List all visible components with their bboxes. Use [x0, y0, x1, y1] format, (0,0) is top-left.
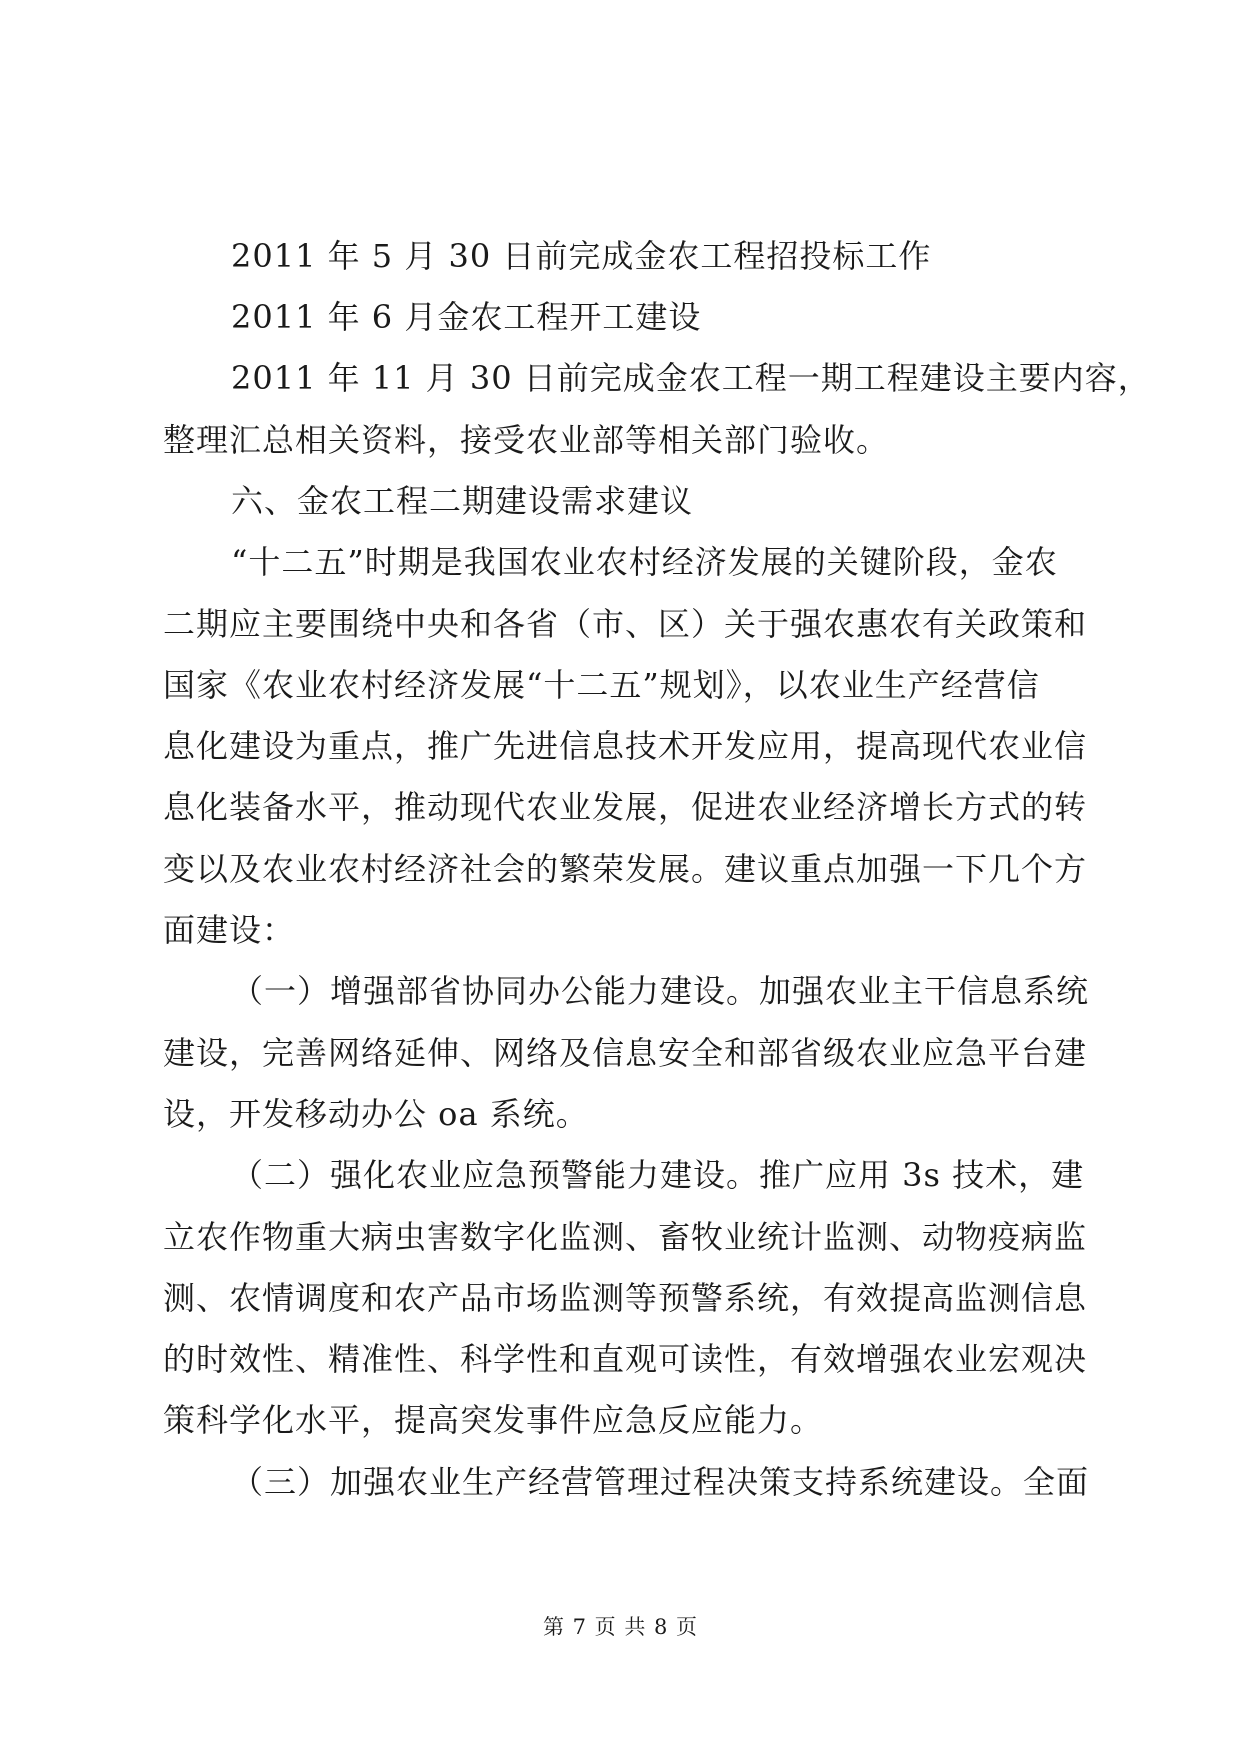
text-line: （一）增强部省协同办公能力建设。加强农业主干信息系统: [231, 972, 1090, 1010]
text-line: 2011 年 5 月 30 日前完成金农工程招投标工作: [231, 237, 932, 275]
text-line: 的时效性、精准性、科学性和直观可读性，有效增强农业宏观决: [163, 1340, 1088, 1378]
text-line: 息化装备水平，推动现代农业发展，促进农业经济增长方式的转: [163, 788, 1088, 826]
text-line: 设，开发移动办公 oa 系统。: [163, 1095, 589, 1133]
text-line: 息化建设为重点，推广先进信息技术开发应用，提高现代农业信: [163, 727, 1088, 765]
text-line: 整理汇总相关资料，接受农业部等相关部门验收。: [163, 421, 890, 459]
text-line: “十二五”时期是我国农业农村经济发展的关键阶段，金农: [231, 543, 1058, 581]
text-line: 国家《农业农村经济发展“十二五”规划》，以农业生产经营信: [163, 666, 1040, 704]
text-line: 变以及农业农村经济社会的繁荣发展。建议重点加强一下几个方: [163, 850, 1088, 888]
text-line: （三）加强农业生产经营管理过程决策支持系统建设。全面: [231, 1463, 1090, 1501]
text-line: 建设，完善网络延伸、网络及信息安全和部省级农业应急平台建: [163, 1034, 1088, 1072]
text-line: 立农作物重大病虫害数字化监测、畜牧业统计监测、动物疫病监: [163, 1218, 1088, 1256]
text-line: （二）强化农业应急预警能力建设。推广应用 3s 技术，建: [231, 1156, 1085, 1194]
text-line: 2011 年 6 月金农工程开工建设: [231, 298, 702, 336]
text-line: 面建设：: [163, 911, 296, 949]
text-line: 策科学化水平，提高突发事件应急反应能力。: [163, 1401, 824, 1439]
text-line: 2011 年 11 月 30 日前完成金农工程一期工程建设主要内容，: [231, 359, 1151, 397]
text-line: 测、农情调度和农产品市场监测等预警系统，有效提高监测信息: [163, 1279, 1088, 1317]
page-number-footer: 第 7 页 共 8 页: [542, 1615, 699, 1639]
text-line: 六、金农工程二期建设需求建议: [231, 482, 694, 520]
text-line: 二期应主要围绕中央和各省（市、区）关于强农惠农有关政策和: [163, 605, 1088, 643]
